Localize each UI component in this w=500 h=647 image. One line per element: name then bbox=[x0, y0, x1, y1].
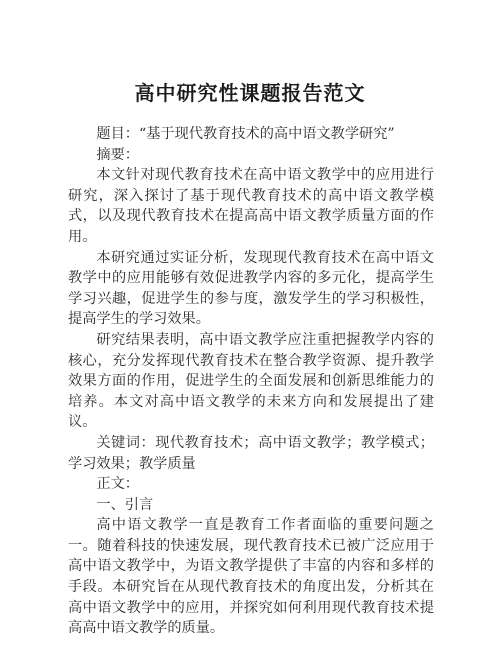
topic-line: 题目：“基于现代教育技术的高中语文教学研究” bbox=[96, 126, 395, 142]
keywords-line: 关键词：现代教育技术；高中语文教学；教学模式；学习效果；教学质量 bbox=[68, 434, 434, 472]
abstract-heading: 摘要： bbox=[96, 146, 139, 163]
abstract-paragraph-1: 本文针对现代教育技术在高中语文教学中的应用进行研究，深入探讨了基于现代教育技术的高中语文教学模式，以及现代教育技术在提高高中语文教学质量方面的作用。 bbox=[68, 167, 434, 245]
abstract-paragraph-2: 本研究通过实证分析，发现现代教育技术在高中语文教学中的应用能够有效促进教学内容的多元化，提高学生学习兴趣，促进学生的参与度，激发学生的学习积极性，提高学生的学习效果。 bbox=[68, 249, 434, 328]
section-heading-introduction: 一、引言 bbox=[96, 496, 154, 513]
document-body bbox=[68, 124, 434, 639]
body-heading: 正文： bbox=[96, 476, 139, 493]
document-title: 高中研究性课题报告范文 bbox=[134, 81, 366, 105]
introduction-paragraph: 高中语文教学一直是教育工作者面临的重要问题之一。随着科技的快速发展，现代教育技术已被广泛应用于高中语文教学中，为语文教学提供了丰富的内容和多样的手段。本研究旨在从现代教育技术的角度出发，分析其在高中语文教学中的应用，并探究如何利用现代教育技术提高高中语文教学的质量。 bbox=[68, 517, 434, 637]
abstract-paragraph-3: 研究结果表明，高中语文教学应注重把握教学内容的核心，充分发挥现代教育技术在整合教学资源、提升教学效果方面的作用，促进学生的全面发展和创新思维能力的培养。本文对高中语文教学的未来方向和发展提出了建议。 bbox=[68, 331, 434, 431]
